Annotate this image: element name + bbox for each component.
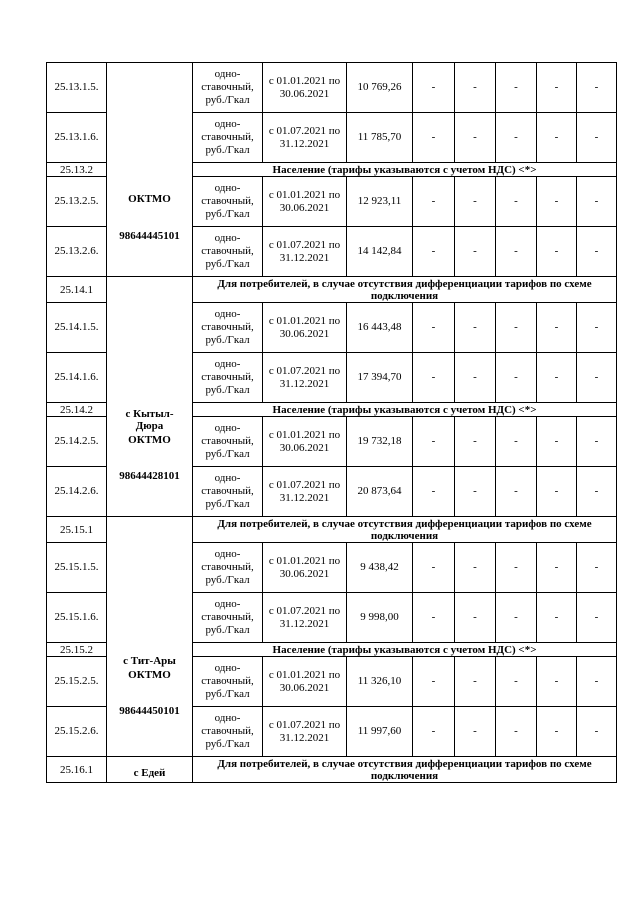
tariff-type: одно-ставочный, руб./Гкал (193, 63, 263, 113)
tariff-value: 19 732,18 (347, 417, 413, 467)
oktmo-label: ОКТМО (128, 433, 171, 446)
row-code: 25.13.1.5. (47, 63, 107, 113)
location-name: с Едей (133, 766, 166, 779)
section-heading: Население (тарифы указываются с учетом НДС) <*> (193, 643, 617, 657)
tariff-value: 10 769,26 (347, 63, 413, 113)
empty-value: - (537, 593, 577, 643)
empty-value: - (413, 227, 455, 277)
tariff-value: 9 438,42 (347, 543, 413, 593)
empty-value: - (577, 177, 617, 227)
section-row (47, 277, 617, 303)
oktmo-label: ОКТМО (128, 192, 171, 205)
tariff-value: 9 998,00 (347, 593, 413, 643)
location-name: Дюра (135, 419, 164, 432)
empty-value: - (413, 543, 455, 593)
location-cell (107, 517, 193, 757)
tariff-type: одно-ставочный, руб./Гкал (193, 177, 263, 227)
oktmo-code: 98644450101 (119, 704, 180, 717)
row-code: 25.13.2.6. (47, 227, 107, 277)
tariff-period: с 01.01.2021 по 30.06.2021 (263, 657, 347, 707)
empty-value: - (537, 417, 577, 467)
tariff-table (46, 62, 617, 783)
tariff-type: одно-ставочный, руб./Гкал (193, 227, 263, 277)
location-block (107, 557, 192, 717)
location-block (107, 97, 192, 243)
empty-value: - (496, 303, 537, 353)
empty-value: - (496, 707, 537, 757)
empty-value: - (537, 227, 577, 277)
empty-value: - (577, 707, 617, 757)
tariff-period: с 01.07.2021 по 31.12.2021 (263, 113, 347, 163)
row-code: 25.14.1.6. (47, 353, 107, 403)
location-block (107, 761, 192, 779)
row-code: 25.13.2.5. (47, 177, 107, 227)
empty-value: - (413, 707, 455, 757)
tariff-value: 11 997,60 (347, 707, 413, 757)
empty-value: - (413, 303, 455, 353)
row-code: 25.14.2.5. (47, 417, 107, 467)
empty-value: - (577, 113, 617, 163)
tariff-table-body (47, 63, 617, 783)
tariff-period: с 01.07.2021 по 31.12.2021 (263, 227, 347, 277)
tariff-period: с 01.01.2021 по 30.06.2021 (263, 177, 347, 227)
oktmo-code: 98644445101 (119, 229, 180, 242)
tariff-value: 11 326,10 (347, 657, 413, 707)
oktmo-code: 98644428101 (119, 469, 180, 482)
empty-value: - (413, 177, 455, 227)
location-cell (107, 63, 193, 277)
section-heading: Для потребителей, в случае отсутствия дифференциации тарифов по схеме подключения (193, 517, 617, 543)
tariff-period: с 01.07.2021 по 31.12.2021 (263, 353, 347, 403)
tariff-value: 12 923,11 (347, 177, 413, 227)
empty-value: - (413, 353, 455, 403)
empty-value: - (455, 543, 496, 593)
tariff-value: 16 443,48 (347, 303, 413, 353)
empty-value: - (496, 467, 537, 517)
tariff-value: 14 142,84 (347, 227, 413, 277)
empty-value: - (496, 543, 537, 593)
tariff-type: одно-ставочный, руб./Гкал (193, 303, 263, 353)
row-code: 25.13.1.6. (47, 113, 107, 163)
tariff-period: с 01.07.2021 по 31.12.2021 (263, 593, 347, 643)
empty-value: - (577, 417, 617, 467)
empty-value: - (577, 63, 617, 113)
empty-value: - (413, 113, 455, 163)
row-code: 25.15.2.5. (47, 657, 107, 707)
tariff-period: с 01.01.2021 по 30.06.2021 (263, 63, 347, 113)
tariff-period: с 01.01.2021 по 30.06.2021 (263, 543, 347, 593)
row-code: 25.14.2 (47, 403, 107, 417)
empty-value: - (455, 113, 496, 163)
empty-value: - (496, 177, 537, 227)
tariff-type: одно-ставочный, руб./Гкал (193, 707, 263, 757)
empty-value: - (455, 227, 496, 277)
empty-value: - (413, 657, 455, 707)
empty-value: - (413, 417, 455, 467)
empty-value: - (413, 593, 455, 643)
empty-value: - (455, 353, 496, 403)
tariff-type: одно-ставочный, руб./Гкал (193, 467, 263, 517)
empty-value: - (496, 657, 537, 707)
empty-value: - (413, 467, 455, 517)
row-code: 25.14.1.5. (47, 303, 107, 353)
section-row (47, 757, 617, 783)
empty-value: - (577, 657, 617, 707)
empty-value: - (577, 353, 617, 403)
empty-value: - (455, 303, 496, 353)
tariff-period: с 01.07.2021 по 31.12.2021 (263, 707, 347, 757)
empty-value: - (537, 707, 577, 757)
empty-value: - (496, 227, 537, 277)
empty-value: - (537, 467, 577, 517)
empty-value: - (455, 467, 496, 517)
section-heading: Население (тарифы указываются с учетом НДС) <*> (193, 163, 617, 177)
empty-value: - (577, 467, 617, 517)
section-heading: Население (тарифы указываются с учетом НДС) <*> (193, 403, 617, 417)
table-row (47, 63, 617, 113)
row-code: 25.15.1 (47, 517, 107, 543)
empty-value: - (496, 417, 537, 467)
location-cell (107, 277, 193, 517)
section-heading: Для потребителей, в случае отсутствия дифференциации тарифов по схеме подключения (193, 277, 617, 303)
tariff-type: одно-ставочный, руб./Гкал (193, 593, 263, 643)
location-name: с Тит-Ары (123, 654, 176, 667)
row-code: 25.15.2 (47, 643, 107, 657)
tariff-type: одно-ставочный, руб./Гкал (193, 113, 263, 163)
empty-value: - (496, 353, 537, 403)
row-code: 25.15.1.6. (47, 593, 107, 643)
row-code: 25.15.2.6. (47, 707, 107, 757)
empty-value: - (413, 63, 455, 113)
empty-value: - (537, 63, 577, 113)
tariff-period: с 01.07.2021 по 31.12.2021 (263, 467, 347, 517)
empty-value: - (455, 177, 496, 227)
row-code: 25.16.1 (47, 757, 107, 783)
row-code: 25.14.1 (47, 277, 107, 303)
tariff-type: одно-ставочный, руб./Гкал (193, 657, 263, 707)
tariff-value: 17 394,70 (347, 353, 413, 403)
location-cell (107, 757, 193, 783)
tariff-type: одно-ставочный, руб./Гкал (193, 353, 263, 403)
empty-value: - (537, 353, 577, 403)
tariff-value: 20 873,64 (347, 467, 413, 517)
empty-value: - (577, 593, 617, 643)
tariff-period: с 01.01.2021 по 30.06.2021 (263, 303, 347, 353)
empty-value: - (455, 707, 496, 757)
empty-value: - (537, 303, 577, 353)
empty-value: - (537, 543, 577, 593)
empty-value: - (496, 113, 537, 163)
oktmo-label: ОКТМО (128, 668, 171, 681)
location-name: с Кытыл- (125, 407, 174, 420)
location-block (107, 312, 192, 482)
empty-value: - (577, 303, 617, 353)
empty-value: - (537, 657, 577, 707)
tariff-period: с 01.01.2021 по 30.06.2021 (263, 417, 347, 467)
row-code: 25.15.1.5. (47, 543, 107, 593)
tariff-type: одно-ставочный, руб./Гкал (193, 417, 263, 467)
empty-value: - (577, 227, 617, 277)
empty-value: - (537, 113, 577, 163)
tariff-type: одно-ставочный, руб./Гкал (193, 543, 263, 593)
row-code: 25.14.2.6. (47, 467, 107, 517)
section-heading: Для потребителей, в случае отсутствия дифференциации тарифов по схеме подключения (193, 757, 617, 783)
empty-value: - (496, 63, 537, 113)
empty-value: - (455, 417, 496, 467)
section-row (47, 517, 617, 543)
empty-value: - (455, 657, 496, 707)
empty-value: - (455, 63, 496, 113)
empty-value: - (496, 593, 537, 643)
empty-value: - (537, 177, 577, 227)
tariff-value: 11 785,70 (347, 113, 413, 163)
empty-value: - (577, 543, 617, 593)
row-code: 25.13.2 (47, 163, 107, 177)
empty-value: - (455, 593, 496, 643)
